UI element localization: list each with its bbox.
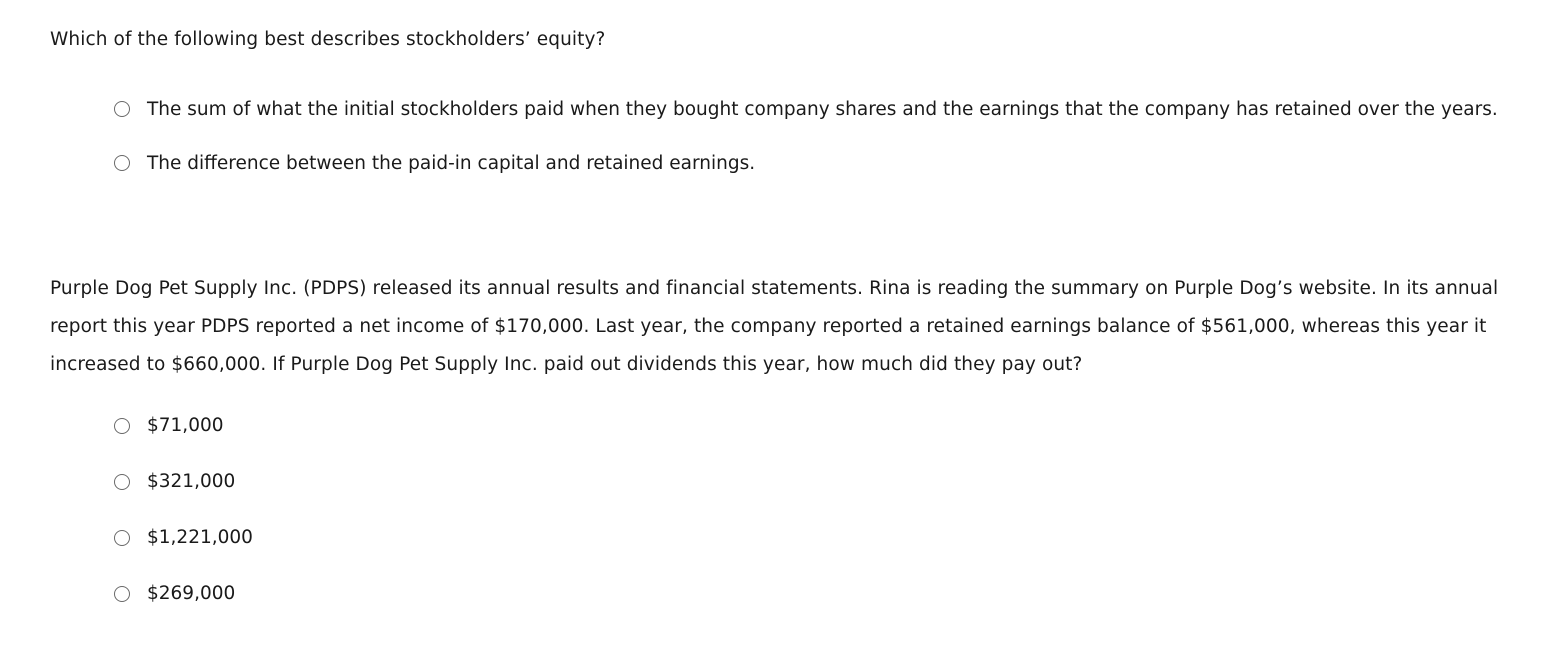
radio-button-icon[interactable] (114, 586, 130, 602)
answer-option[interactable] (50, 464, 1510, 500)
answer-option-label: $269,000 (147, 583, 236, 604)
question-stockholders-equity (50, 28, 1510, 183)
answer-option-label: $1,221,000 (147, 527, 253, 548)
question-prompt: Which of the following best describes stockholders’ equity? (50, 29, 606, 50)
radio-button-icon[interactable] (114, 530, 130, 546)
question-prompt: Purple Dog Pet Supply Inc. (PDPS) released its annual results and financial statements. Rina is reading the summary on Purple Dog’s website. In its annual report this year PDPS reported a net income of $170,000. Last year, the company reported a retained earnings balance of $561,000, whereas this year it increased to $660,000. If Purple Dog Pet Supply Inc. paid out dividends this year, how much did they pay out? (50, 278, 1499, 375)
answer-option[interactable] (50, 91, 1510, 129)
answer-option-label: The sum of what the initial stockholders paid when they bought company shares and the earnings that the company has retained over the years. (147, 99, 1498, 120)
radio-button-icon[interactable] (114, 418, 130, 434)
answer-option-label: $71,000 (147, 415, 224, 436)
answer-option[interactable] (50, 520, 1510, 556)
answer-option-label: $321,000 (147, 471, 236, 492)
answer-options (50, 91, 1510, 183)
radio-button-icon[interactable] (114, 101, 130, 117)
answer-option-label: The difference between the paid-in capital and retained earnings. (147, 153, 756, 174)
radio-button-icon[interactable] (114, 474, 130, 490)
answer-option[interactable] (50, 576, 1510, 612)
answer-options (50, 408, 1510, 612)
radio-button-icon[interactable] (114, 155, 130, 171)
question-dividends (50, 270, 1510, 612)
answer-option[interactable] (50, 408, 1510, 444)
answer-option[interactable] (50, 145, 1510, 183)
